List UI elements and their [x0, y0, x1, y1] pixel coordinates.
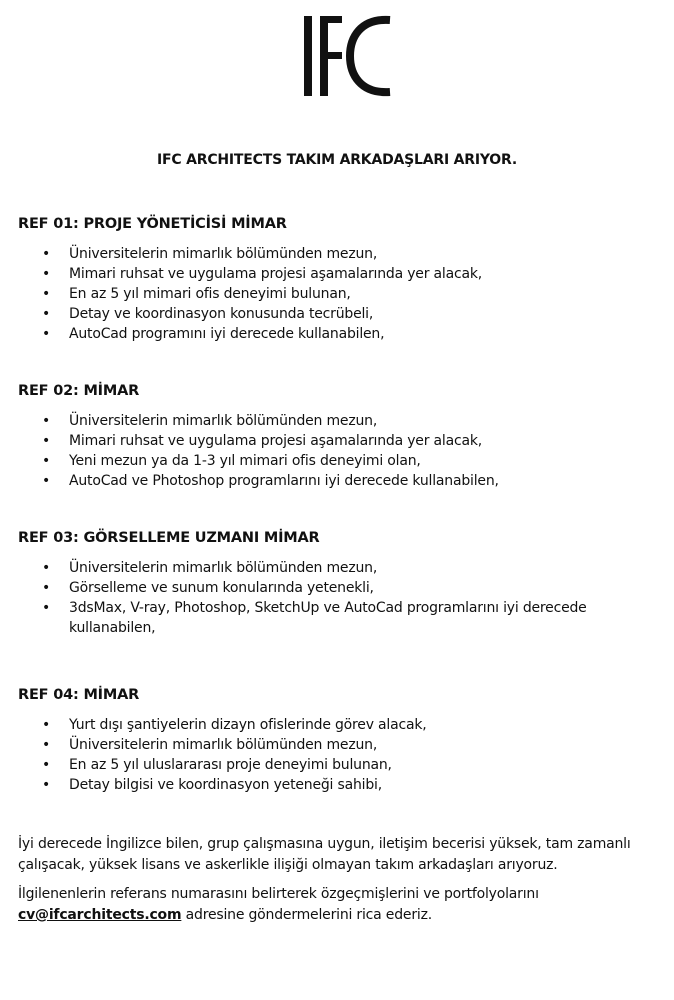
list-item: • En az 5 yıl uluslararası proje deneyimi bulunan,: [42, 757, 392, 773]
list-item: • Üniversitelerin mimarlık bölümünden mezun,: [42, 737, 378, 753]
list-item: • Yurt dışı şantiyelerin dizayn ofislerinde görev alacak,: [42, 717, 427, 733]
list-item: • Detay ve koordinasyon konusunda tecrübeli,: [42, 306, 374, 322]
ref-04-section: [18, 687, 658, 795]
ref-01-title: REF 01: PROJE YÖNETİCİSİ MİMAR: [18, 216, 287, 232]
bullet-icon: •: [42, 326, 51, 342]
bullet-icon: •: [42, 306, 51, 322]
list-item: • Üniversitelerin mimarlık bölümünden mezun,: [42, 413, 378, 429]
list-item: • Detay bilgisi ve koordinasyon yeteneği sahibi,: [42, 777, 382, 793]
bullet-icon: •: [42, 580, 51, 596]
bullet-icon: •: [42, 413, 51, 429]
ref-02-section: [18, 383, 658, 491]
list-item: • AutoCad programını iyi derecede kullanabilen,: [42, 326, 385, 342]
email-link[interactable]: cv@ifcarchitects.com: [18, 907, 182, 923]
ref-02-list: [18, 411, 658, 491]
ref-04-list: [18, 715, 658, 795]
list-item: • Üniversitelerin mimarlık bölümünden mezun,: [42, 246, 378, 262]
bullet-icon: •: [42, 433, 51, 449]
ref-03-title: REF 03: GÖRSELLEME UZMANI MİMAR: [18, 530, 320, 546]
bullet-icon: •: [42, 266, 51, 282]
bullet-icon: •: [42, 560, 51, 576]
list-item: • Mimari ruhsat ve uygulama projesi aşamalarında yer alacak,: [42, 433, 482, 449]
bullet-icon: •: [42, 246, 51, 262]
bullet-icon: •: [42, 737, 51, 753]
list-item: • Üniversitelerin mimarlık bölümünden mezun,: [42, 560, 378, 576]
ref-04-title: REF 04: MİMAR: [18, 687, 140, 703]
requirements-paragraph: İyi derecede İngilizce bilen, grup çalışmasına uygun, iletişim becerisi yüksek, tam zamanlı çalışacak, yüksek lisans ve askerlikle ilişiği olmayan takım arkadaşları arıyoruz.: [18, 836, 631, 873]
list-item: • 3dsMax, V-ray, Photoshop, SketchUp ve AutoCad programlarını iyi derecede kullanabilen,: [42, 600, 587, 636]
application-paragraph: [18, 884, 658, 926]
application-text: İlgilenenlerin referans numarasını belirterek özgeçmişlerini ve portfolyolarını: [18, 886, 539, 902]
bullet-icon: •: [42, 600, 51, 616]
list-item: • Görselleme ve sunum konularında yetenekli,: [42, 580, 374, 596]
bullet-icon: •: [42, 717, 51, 733]
bullet-icon: •: [42, 286, 51, 302]
ref-03-list: [18, 558, 658, 638]
list-item: • En az 5 yıl mimari ofis deneyimi bulunan,: [42, 286, 351, 302]
ref-01-section: [18, 216, 658, 344]
list-item: • Mimari ruhsat ve uygulama projesi aşamalarında yer alacak,: [42, 266, 482, 282]
list-item: • Yeni mezun ya da 1-3 yıl mimari ofis deneyimi olan,: [42, 453, 421, 469]
ref-01-list: [18, 244, 658, 344]
bullet-icon: •: [42, 453, 51, 469]
bullet-icon: •: [42, 473, 51, 489]
ref-03-section: [18, 530, 658, 638]
bullet-icon: •: [42, 757, 51, 773]
ref-02-title: REF 02: MİMAR: [18, 383, 140, 399]
list-item: • AutoCad ve Photoshop programlarını iyi derecede kullanabilen,: [42, 473, 499, 489]
application-text-end: adresine göndermelerini rica ederiz.: [185, 907, 432, 923]
bullet-icon: •: [42, 777, 51, 793]
ifc-logo-icon: [300, 14, 394, 98]
page-title: IFC ARCHITECTS TAKIM ARKADAŞLARI ARIYOR.: [157, 152, 517, 168]
